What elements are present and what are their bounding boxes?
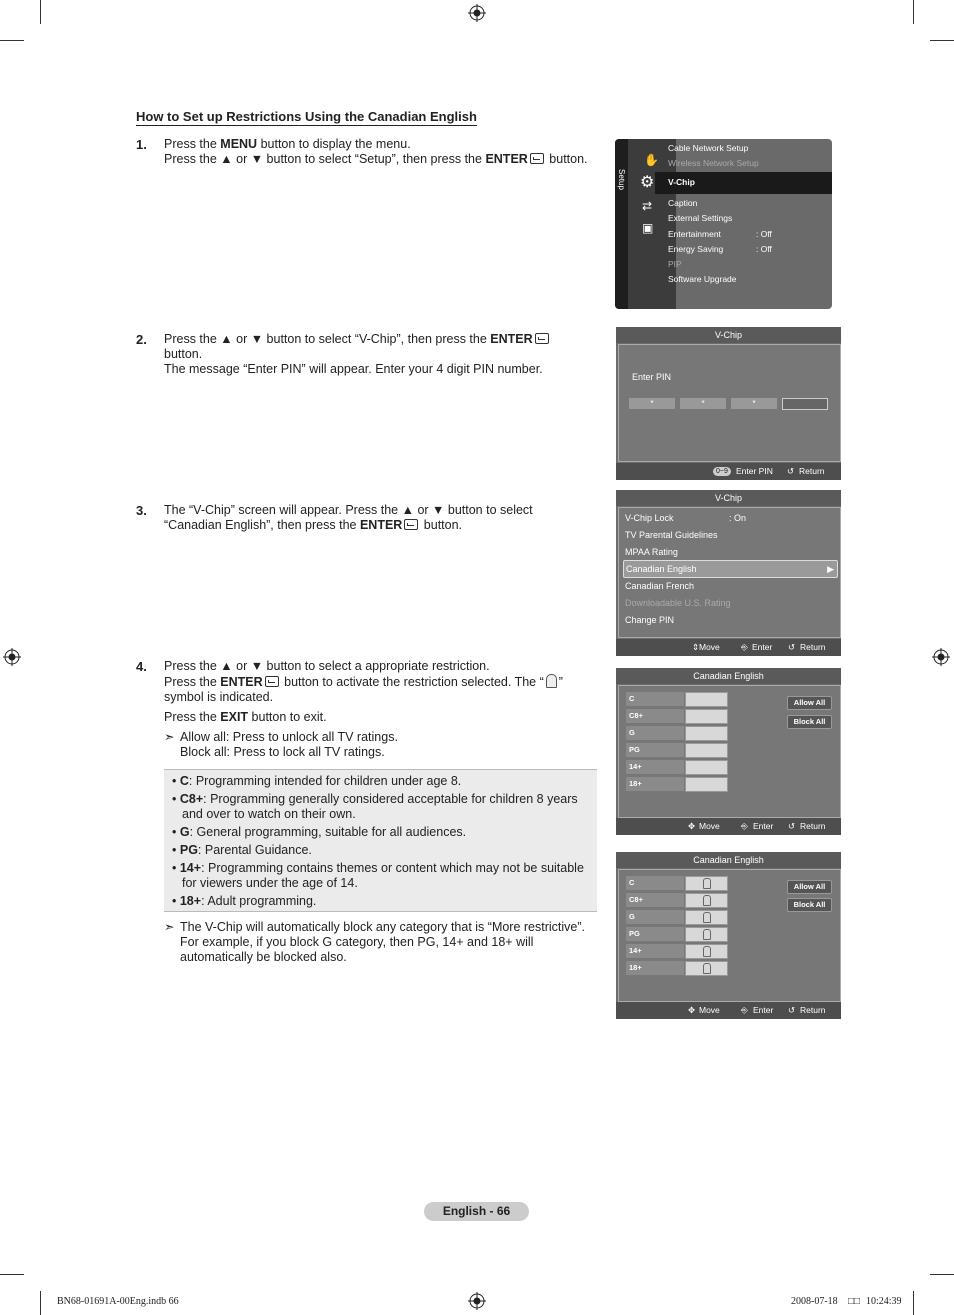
- screen-title: Canadian English: [616, 668, 841, 684]
- menu-item-entertainment[interactable]: Entertainment: [668, 229, 721, 239]
- canadian-english-screen-locked: [616, 852, 841, 1019]
- enter-icon: ⎆: [741, 642, 748, 652]
- pin-prompt: Enter PIN: [632, 372, 672, 382]
- crop-mark: [913, 0, 914, 24]
- rating-label[interactable]: C8+: [626, 709, 684, 723]
- return-hint: Return: [800, 821, 826, 831]
- screen-footer: [616, 1002, 841, 1019]
- return-hint: Return: [800, 642, 826, 652]
- setup-side-label: Setup: [617, 169, 626, 190]
- rating-lock-box[interactable]: [685, 893, 728, 908]
- ratings-panel: [618, 869, 841, 1002]
- step-number: 3.: [136, 503, 147, 518]
- rating-lock-box[interactable]: [685, 910, 728, 925]
- return-icon: ↺: [788, 1005, 796, 1015]
- menu-side-bar: [615, 139, 628, 309]
- enter-icon: ⎆: [741, 1005, 748, 1015]
- return-icon: ↺: [787, 466, 795, 476]
- step-number: 2.: [136, 332, 147, 347]
- canadian-english-screen-unlocked: [616, 668, 841, 835]
- step-1-text: Press the MENU button to display the menu. Press the ▲ or ▼ button to select “Setup”, then press the ENTER button.: [164, 137, 588, 166]
- auto-block-note: ➣ The V-Chip will automatically block any category that is “More restrictive”. For example, if you block G category, then PG, 14+ and 18+ will automatically be blocked also.: [164, 920, 586, 964]
- rating-note-item: • PG: Parental Guidance.: [172, 843, 312, 857]
- rating-lock-box[interactable]: [685, 927, 728, 942]
- registration-mark-icon: [468, 1292, 486, 1310]
- rating-note-item: • C: Programming intended for children under age 8.: [172, 774, 462, 788]
- canadian-french-item[interactable]: Canadian French: [625, 581, 695, 591]
- print-time: 10:24:39: [866, 1296, 902, 1307]
- enter-icon: [404, 519, 418, 530]
- tv-parental-guidelines-item[interactable]: TV Parental Guidelines: [625, 530, 718, 540]
- crop-mark: [930, 40, 954, 41]
- return-hint: Return: [799, 466, 825, 476]
- menu-item-cable-network-setup[interactable]: Cable Network Setup: [668, 143, 749, 153]
- return-icon: ↺: [788, 821, 796, 831]
- registration-mark-icon: [468, 4, 486, 22]
- enter-pin-screen: [616, 327, 841, 480]
- step-number: 1.: [136, 137, 147, 152]
- rating-label[interactable]: 18+: [626, 961, 684, 975]
- move-hint: Move: [699, 1005, 720, 1015]
- registration-mark-icon: [3, 648, 21, 666]
- screen-footer: [616, 818, 841, 835]
- rating-label[interactable]: PG: [626, 743, 684, 757]
- allow-all-button[interactable]: Allow All: [787, 880, 832, 894]
- energy-saving-value: : Off: [756, 244, 772, 254]
- setup-menu-screen: [615, 139, 832, 309]
- print-file-info: BN68-01691A-00Eng.indb 66: [57, 1296, 179, 1307]
- menu-item-wireless-network-setup[interactable]: Wireless Network Setup: [668, 158, 759, 168]
- vchip-lock-item[interactable]: V-Chip Lock: [625, 513, 674, 523]
- enter-hint: Enter: [752, 642, 773, 652]
- enter-icon: [530, 153, 544, 164]
- setup-gear-icon: ⚙: [640, 174, 655, 191]
- rating-note-item: • 18+: Adult programming.: [172, 894, 317, 908]
- vchip-screen: [616, 490, 841, 656]
- mpaa-rating-item[interactable]: MPAA Rating: [625, 547, 678, 557]
- rating-label[interactable]: C8+: [626, 893, 684, 907]
- lock-icon: [703, 946, 711, 957]
- rating-label[interactable]: C: [626, 692, 684, 706]
- step-3-text: The “V-Chip” screen will appear. Press the ▲ or ▼ button to select “Canadian English”, then press the ENTER button.: [164, 503, 533, 532]
- downloadable-us-rating-item[interactable]: Downloadable U.S. Rating: [625, 598, 731, 608]
- enter-icon: ⎆: [741, 821, 748, 831]
- enter-icon: [265, 676, 279, 687]
- screen-title: V-Chip: [616, 490, 841, 506]
- support-icon: ▣: [642, 221, 654, 235]
- screen-title: V-Chip: [616, 327, 841, 343]
- change-pin-item[interactable]: Change PIN: [625, 615, 675, 625]
- note-arrow-icon: ➣: [164, 730, 175, 744]
- lock-icon: [703, 912, 711, 923]
- crop-mark: [0, 1274, 24, 1275]
- rating-lock-box[interactable]: [685, 692, 728, 707]
- block-all-button[interactable]: Block All: [787, 715, 832, 729]
- registration-mark-icon: [932, 648, 950, 666]
- rating-label[interactable]: 14+: [626, 760, 684, 774]
- rating-label[interactable]: G: [626, 910, 684, 924]
- move-icon: ✥: [688, 1005, 696, 1015]
- print-squares: □□: [848, 1296, 861, 1307]
- menu-item-vchip[interactable]: V-Chip: [668, 177, 695, 187]
- crop-mark: [40, 0, 41, 24]
- arrow-right-icon: ▶: [827, 564, 834, 574]
- print-date: 2008-07-18: [791, 1296, 838, 1307]
- rating-note-item: • C8+: Programming generally considered acceptable for children 8 years and over to watch on their own.: [172, 792, 578, 821]
- lock-icon: [703, 895, 711, 906]
- step-number: 4.: [136, 659, 147, 674]
- menu-item-external-settings[interactable]: External Settings: [668, 213, 733, 223]
- note-arrow-icon: ➣: [164, 920, 175, 934]
- lock-icon: [703, 929, 711, 940]
- menu-item-software-upgrade[interactable]: Software Upgrade: [668, 274, 737, 284]
- page-title: How to Set up Restrictions Using the Canadian English: [136, 109, 477, 124]
- ratings-note-box: [164, 769, 597, 912]
- block-all-button[interactable]: Block All: [787, 898, 832, 912]
- rating-label[interactable]: C: [626, 876, 684, 890]
- input-icon: ⇄: [642, 199, 653, 213]
- rating-lock-box[interactable]: [685, 961, 728, 976]
- pin-digit-2[interactable]: *: [680, 398, 726, 409]
- return-hint: Return: [800, 1005, 826, 1015]
- enter-hint: Enter: [753, 821, 774, 831]
- rating-lock-box[interactable]: [685, 743, 728, 758]
- rating-lock-box[interactable]: [685, 777, 728, 792]
- number-key-badge: 0~9: [713, 467, 731, 476]
- crop-mark: [0, 40, 24, 41]
- move-updown-icon: ⇕: [692, 642, 700, 652]
- rating-lock-box[interactable]: [685, 709, 728, 724]
- rating-label[interactable]: PG: [626, 927, 684, 941]
- ratings-panel: [618, 685, 841, 818]
- crop-mark: [930, 1274, 954, 1275]
- menu-item-energy-saving[interactable]: Energy Saving: [668, 244, 724, 254]
- entertainment-value: : Off: [756, 229, 772, 239]
- step-4-text: Press the ▲ or ▼ button to select a appropriate restriction. Press the ENTER button to activate the restriction selected. The “ ” symbol is indicated. Press the EXIT button to exit. ➣ Allow all: Press to unlock all TV ratings. Block all: Press to lock all TV ratings.: [164, 659, 563, 759]
- lock-icon: [546, 674, 557, 688]
- return-icon: ↺: [788, 642, 796, 652]
- rating-note-item: • G: General programming, suitable for all audiences.: [172, 825, 467, 839]
- page-number-badge: English - 66: [424, 1202, 529, 1221]
- menu-item-caption[interactable]: Caption: [668, 198, 698, 208]
- screen-footer: [616, 639, 841, 656]
- rating-lock-box[interactable]: [685, 760, 728, 775]
- menu-item-pip[interactable]: PIP: [668, 259, 682, 269]
- canadian-english-item[interactable]: Canadian English ▶: [623, 560, 838, 578]
- rating-label[interactable]: 14+: [626, 944, 684, 958]
- pin-digit-4[interactable]: [782, 398, 828, 410]
- pin-panel: [618, 344, 841, 462]
- enter-pin-hint: Enter PIN: [736, 466, 773, 476]
- rating-label[interactable]: G: [626, 726, 684, 740]
- pin-digit-1[interactable]: *: [629, 398, 675, 409]
- crop-mark: [40, 1291, 41, 1315]
- crop-mark: [913, 1291, 914, 1315]
- lock-icon: [703, 963, 711, 974]
- rating-lock-box[interactable]: [685, 876, 728, 891]
- move-icon: ✥: [688, 821, 696, 831]
- rating-lock-box[interactable]: [685, 944, 728, 959]
- screen-title: Canadian English: [616, 852, 841, 868]
- enter-hint: Enter: [753, 1005, 774, 1015]
- rating-label[interactable]: 18+: [626, 777, 684, 791]
- vchip-lock-value: : On: [729, 513, 747, 523]
- pin-digit-3[interactable]: *: [731, 398, 777, 409]
- rating-note-item: • 14+: Programming contains themes or content which may not be suitable for viewers under the age of 14.: [172, 861, 584, 890]
- picture-icon: ✋: [644, 153, 659, 167]
- screen-footer: [616, 463, 841, 480]
- move-hint: Move: [699, 642, 720, 652]
- lock-icon: [703, 878, 711, 889]
- rating-lock-box[interactable]: [685, 726, 728, 741]
- allow-all-button[interactable]: Allow All: [787, 696, 832, 710]
- move-hint: Move: [699, 821, 720, 831]
- enter-icon: [535, 333, 549, 344]
- step-2-text: Press the ▲ or ▼ button to select “V-Chip”, then press the ENTER button. The message “Enter PIN” will appear. Enter your 4 digit PIN number.: [164, 332, 551, 377]
- vchip-panel: [618, 507, 841, 638]
